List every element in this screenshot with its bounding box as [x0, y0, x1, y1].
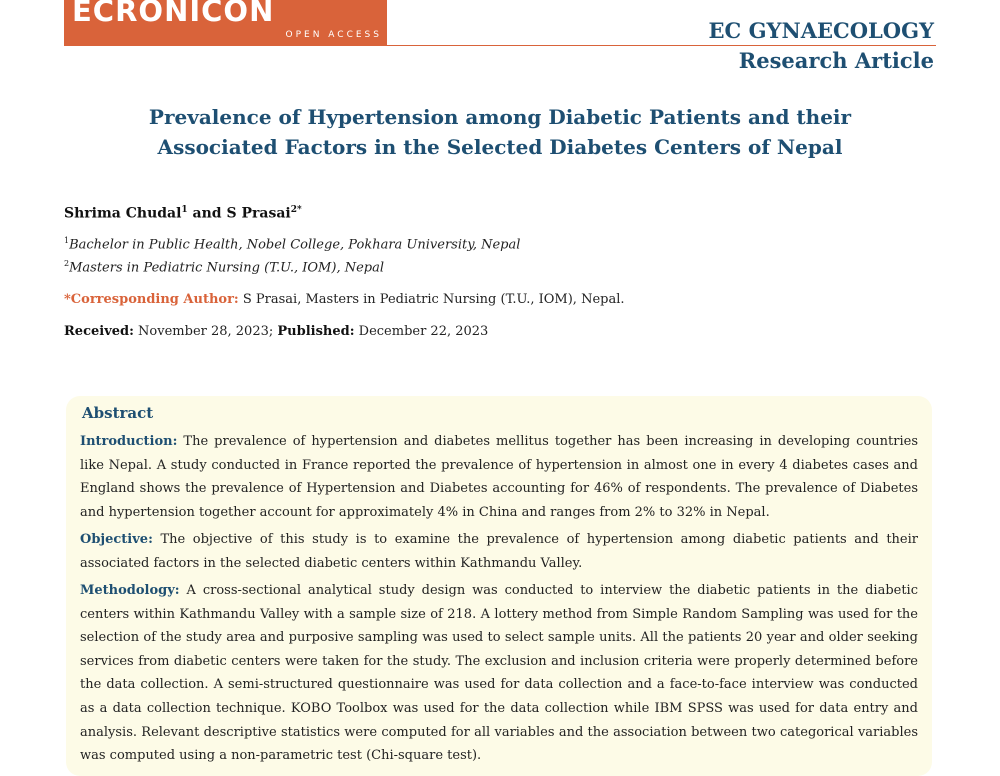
corresponding-author-label: *Corresponding Author:: [64, 292, 239, 307]
journal-name: EC GYNAECOLOGY: [708, 18, 934, 43]
title-line-1: Prevalence of Hypertension among Diabetic Patients and their: [148, 105, 852, 129]
affiliation-text: Masters in Pediatric Nursing (T.U., IOM), Nepal: [69, 260, 385, 276]
introduction-text: The prevalence of hypertension and diabetes mellitus together has been increasing in developing countries like Nepal. A study conducted in France reported the prevalence of hypertension in almost one in every 4 diabetes cases and England shows the prevalence of Hypertension and Diabetes accounting for 46% of respondents. The prevalence of Diabetes and hypertension together account for approximately 4% in China and ranges from 2% to 32% in Nepal.: [80, 434, 918, 520]
logo-name: ECRONICON: [72, 0, 275, 28]
introduction-label: Introduction:: [80, 434, 178, 449]
affiliation-mark: 1: [64, 236, 70, 245]
corresponding-author: [64, 292, 864, 307]
author-affiliation-mark: 1: [181, 205, 188, 215]
corresponding-author-text: S Prasai, Masters in Pediatric Nursing (T.U., IOM), Nepal.: [238, 292, 625, 307]
affiliation-2: [64, 259, 764, 275]
received-label: Received:: [64, 324, 134, 339]
author-affiliation-mark: 2*: [290, 205, 302, 215]
objective-label: Objective:: [80, 532, 153, 547]
affiliation-1: [64, 236, 764, 252]
affiliation-text: Bachelor in Public Health, Nobel College, Pokhara University, Nepal: [69, 237, 521, 253]
author-name: S Prasai: [226, 205, 291, 222]
received-date: November 28, 2023;: [133, 324, 278, 339]
author-joiner: and: [187, 205, 227, 222]
published-label: Published:: [277, 324, 355, 339]
abstract-heading: Abstract: [82, 404, 154, 422]
abstract-objective: [80, 528, 918, 575]
affiliation-mark: 2: [64, 259, 70, 268]
author-name: Shrima Chudal: [64, 205, 182, 222]
article-type: Research Article: [738, 48, 934, 73]
abstract-box: [66, 396, 932, 776]
logo-tagline: OPEN ACCESS: [285, 30, 382, 40]
abstract-methodology: [80, 579, 918, 768]
header-divider: [387, 45, 936, 46]
published-date: December 22, 2023: [354, 324, 489, 339]
methodology-label: Methodology:: [80, 583, 180, 598]
author-list: [64, 205, 664, 222]
article-dates: [64, 324, 864, 339]
article-title: [100, 102, 900, 162]
title-line-2: Associated Factors in the Selected Diabetes Centers of Nepal: [157, 135, 843, 159]
objective-text: The objective of this study is to examine the prevalence of hypertension among diabetic patients and their associated factors in the selected diabetic centers within Kathmandu Valley.: [80, 532, 918, 571]
publisher-logo: [64, 0, 387, 46]
abstract-introduction: [80, 430, 918, 524]
methodology-text: A cross-sectional analytical study design was conducted to interview the diabetic patients in the diabetic centers within Kathmandu Valley with a sample size of 218. A lottery method from Simple Random Sampling was used for the selection of the study area and purposive sampling was used to select sample units. All the patients 20 year and older seeking services from diabetic centers were taken for the study. The exclusion and inclusion criteria were properly determined before the data collection. A semi-structured questionnaire was used for data collection and a face-to-face interview was conducted as a data collection technique. KOBO Toolbox was used for the data collection while IBM SPSS was used for data entry and analysis. Relevant descriptive statistics were computed for all variables and the association between two categorical variables was computed using a non-parametric test (Chi-square test).: [80, 583, 918, 764]
